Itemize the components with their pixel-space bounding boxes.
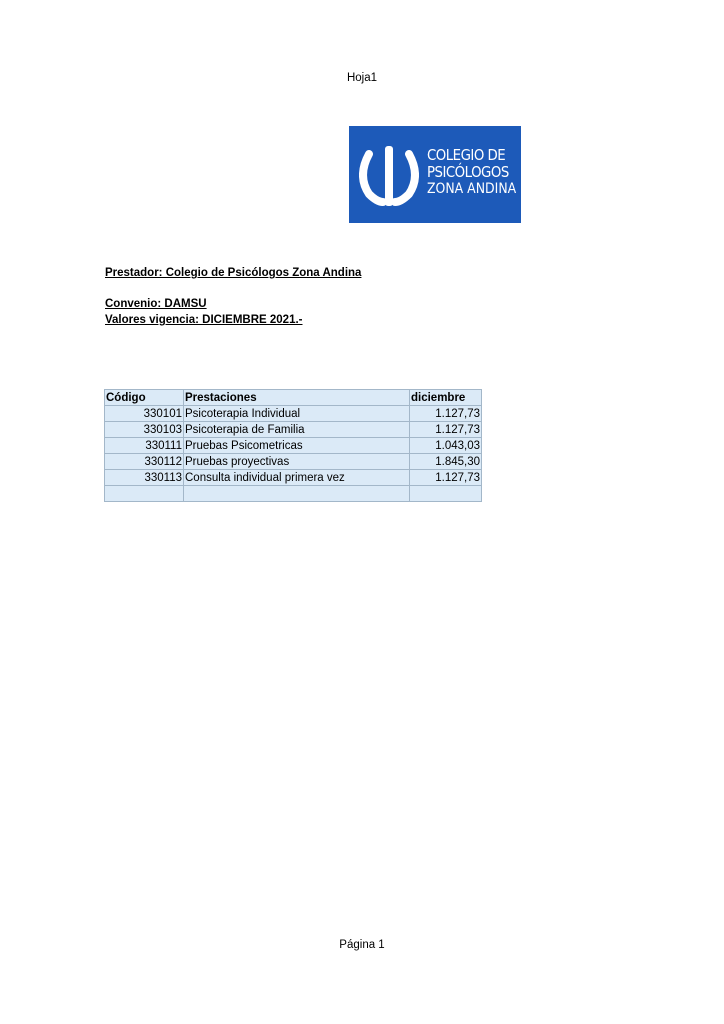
cell-codigo — [105, 486, 184, 502]
table-row — [105, 470, 482, 486]
cell-prestacion — [184, 486, 410, 502]
cell-prestacion: Pruebas Psicometricas — [184, 438, 410, 454]
cell-valor: 1.127,73 — [410, 406, 482, 422]
cell-prestacion: Pruebas proyectivas — [184, 454, 410, 470]
cell-prestacion: Consulta individual primera vez — [184, 470, 410, 486]
table-header-row — [105, 390, 482, 406]
convenio-label: Convenio: DAMSU — [105, 298, 207, 310]
cell-valor: 1.127,73 — [410, 422, 482, 438]
psi-symbol-icon — [359, 142, 419, 210]
table-row-empty — [105, 486, 482, 502]
table-row — [105, 454, 482, 470]
cell-codigo: 330113 — [105, 470, 184, 486]
rates-table — [104, 389, 482, 502]
cell-codigo: 330101 — [105, 406, 184, 422]
cell-valor — [410, 486, 482, 502]
logo — [349, 126, 521, 223]
cell-codigo: 330103 — [105, 422, 184, 438]
cell-prestacion: Psicoterapia de Familia — [184, 422, 410, 438]
logo-wordmark: COLEGIO DE PSICÓLOGOS ZONA ANDINA — [427, 146, 517, 197]
column-header-diciembre: diciembre — [410, 390, 482, 406]
table-row — [105, 438, 482, 454]
cell-valor: 1.043,03 — [410, 438, 482, 454]
column-header-codigo: Código — [105, 390, 184, 406]
column-header-prestaciones: Prestaciones — [184, 390, 410, 406]
table-row — [105, 406, 482, 422]
vigencia-label: Valores vigencia: DICIEMBRE 2021.- — [105, 314, 303, 326]
cell-valor: 1.127,73 — [410, 470, 482, 486]
cell-codigo: 330112 — [105, 454, 184, 470]
sheet-name: Hoja1 — [346, 72, 378, 84]
prestador-label: Prestador: Colegio de Psicólogos Zona Andina — [105, 267, 362, 279]
table-row — [105, 422, 482, 438]
cell-codigo: 330111 — [105, 438, 184, 454]
page-number: Página 1 — [339, 939, 385, 951]
cell-valor: 1.845,30 — [410, 454, 482, 470]
cell-prestacion: Psicoterapia Individual — [184, 406, 410, 422]
